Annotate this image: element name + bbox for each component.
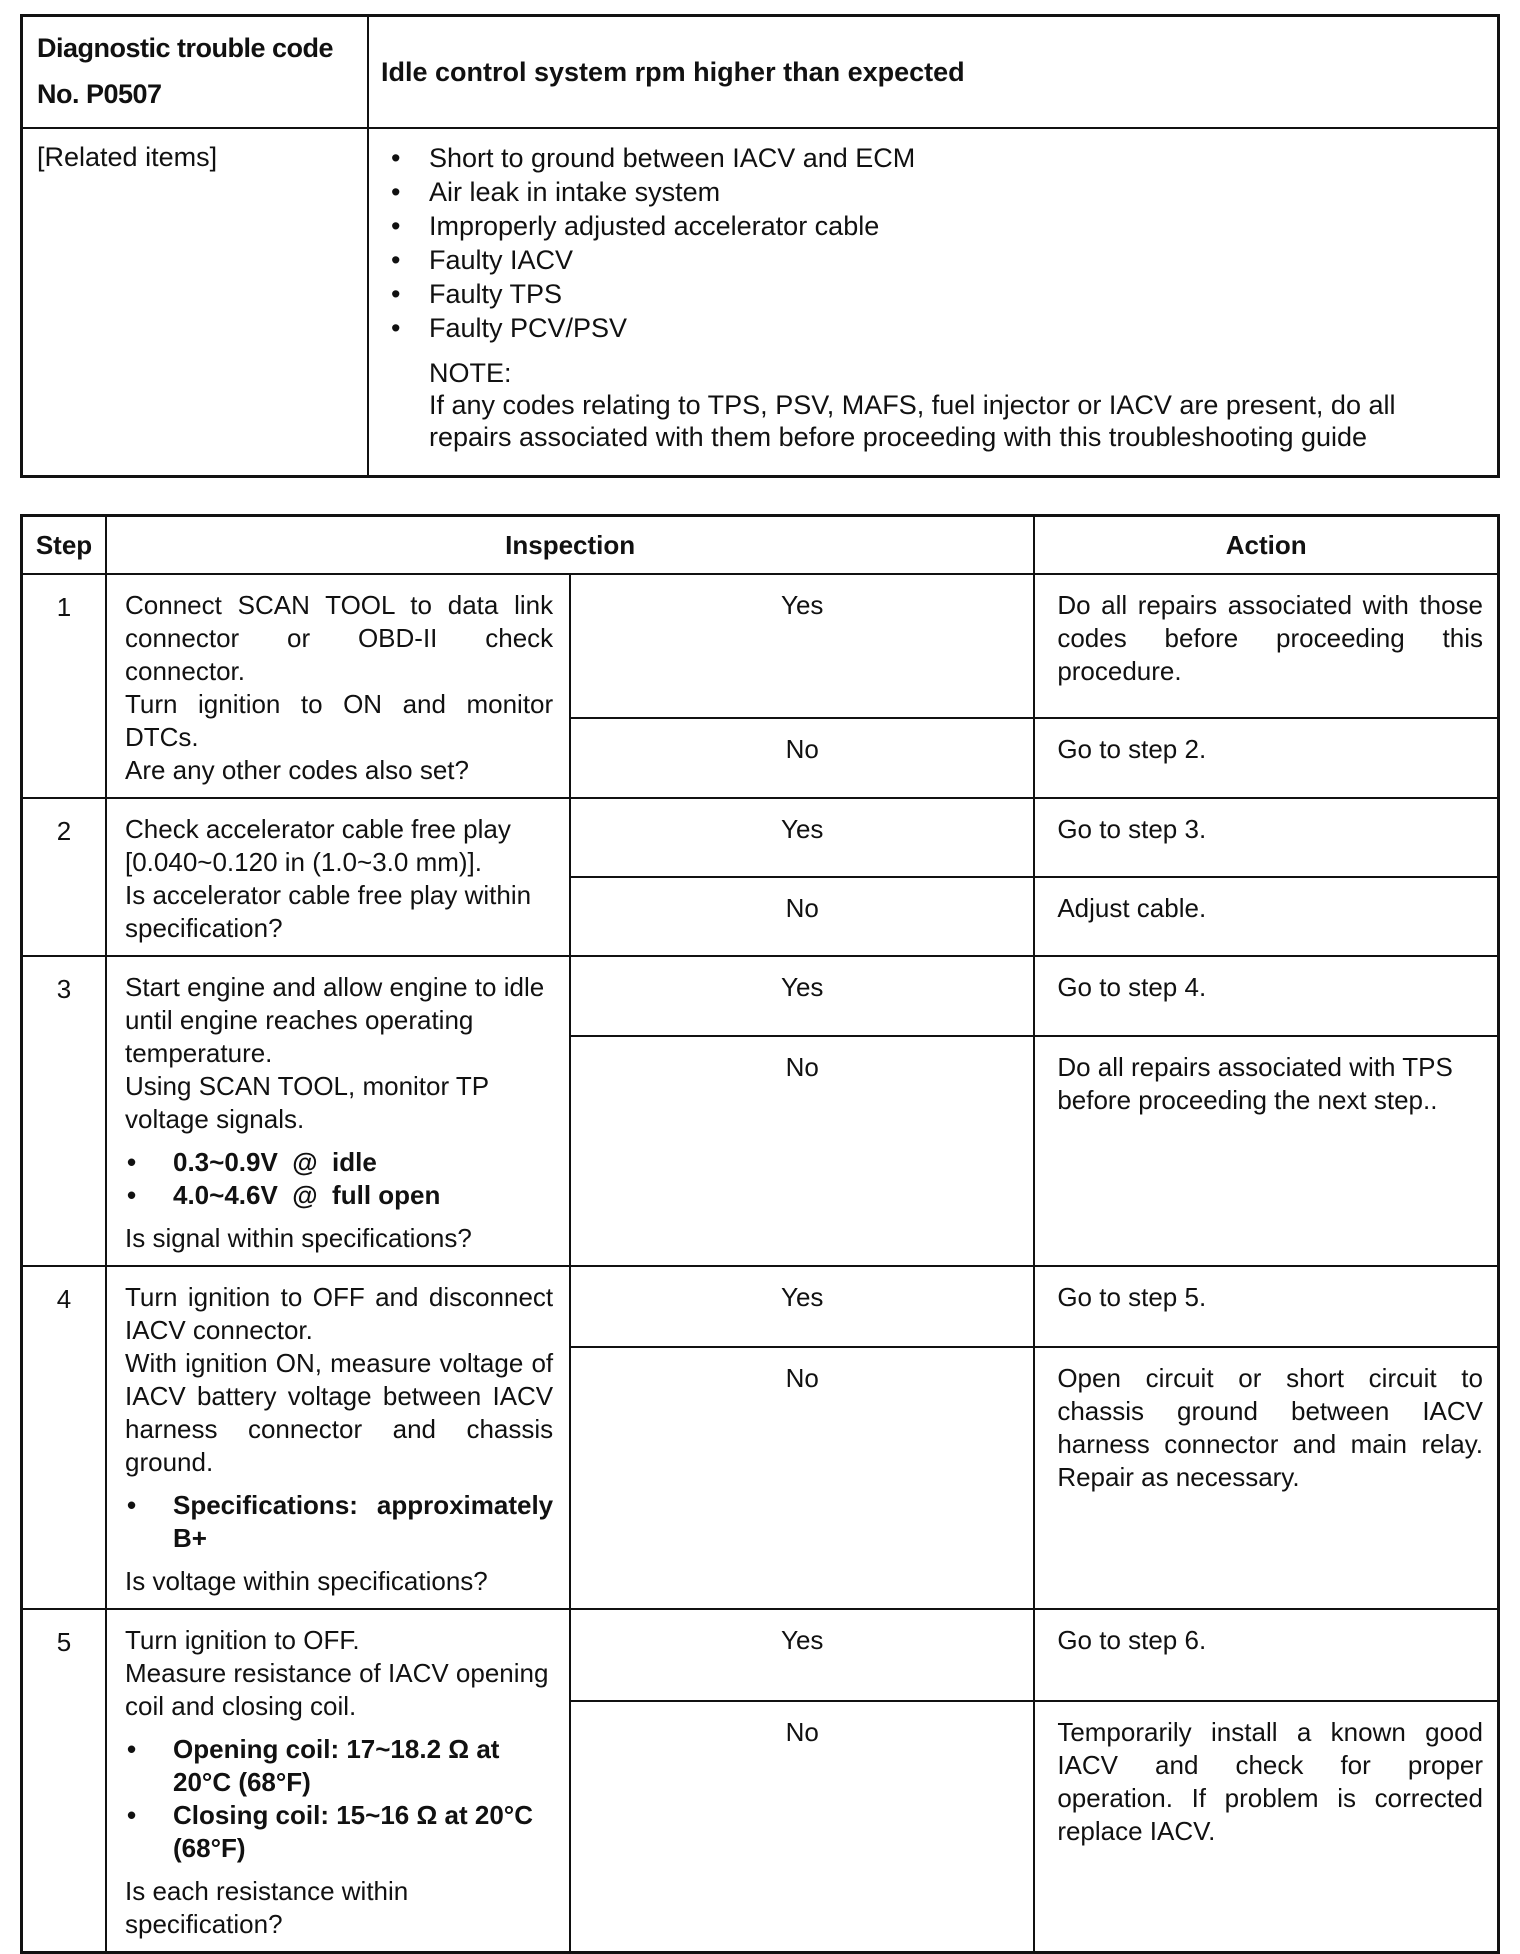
related-item-text: Faulty IACV — [429, 245, 574, 275]
spec-text: Closing coil: 15~16 Ω at 20°C (68°F) — [173, 1800, 533, 1863]
no-action: Adjust cable. — [1034, 877, 1498, 956]
no-label: No — [570, 1701, 1034, 1952]
step-inspection — [106, 1266, 570, 1609]
step-inspection — [106, 798, 570, 956]
table-header-row — [22, 516, 1499, 575]
no-label: No — [570, 1036, 1034, 1266]
yes-label: Yes — [570, 1609, 1034, 1701]
related-item — [379, 209, 1485, 243]
table-row — [22, 574, 1499, 718]
header-action: Action — [1034, 516, 1498, 575]
spec-item — [125, 1179, 553, 1212]
related-item — [379, 141, 1485, 175]
related-item-text: Faulty TPS — [429, 279, 563, 309]
step-number: 3 — [22, 956, 107, 1266]
no-action: Go to step 2. — [1034, 718, 1498, 798]
related-item — [379, 243, 1485, 277]
bullet-icon: • — [391, 245, 401, 275]
inspection-text: Turn ignition to OFF. — [125, 1625, 360, 1655]
spec-list — [125, 1146, 553, 1212]
related-item-text: Short to ground between IACV and ECM — [429, 143, 916, 173]
bullet-icon: • — [391, 313, 401, 343]
step-number: 5 — [22, 1609, 107, 1953]
no-action: Temporarily install a known good IACV and check for proper operation. If problem is corrected replace IACV. — [1034, 1701, 1498, 1952]
yes-label: Yes — [570, 1266, 1034, 1347]
spec-item — [125, 1799, 553, 1865]
bullet-icon: • — [127, 1147, 137, 1177]
dtc-code-label: Diagnostic trouble code — [37, 33, 334, 63]
yes-action: Do all repairs associated with those codes before proceeding this procedure. — [1034, 574, 1498, 718]
yes-action: Go to step 3. — [1034, 798, 1498, 877]
related-items-label: [Related items] — [22, 128, 369, 476]
bullet-icon: • — [391, 211, 401, 241]
related-item-text: Faulty PCV/PSV — [429, 313, 628, 343]
inspection-question: Are any other codes also set? — [125, 755, 469, 785]
spec-text: 0.3~0.9V @ idle — [173, 1147, 377, 1177]
inspection-text: Turn ignition to OFF and disconnect IACV connector. — [125, 1282, 554, 1345]
spec-item — [125, 1489, 553, 1555]
table-row — [22, 1609, 1499, 1701]
bullet-icon: • — [127, 1490, 137, 1520]
header-inspection: Inspection — [106, 516, 1034, 575]
bullet-icon: • — [127, 1180, 137, 1210]
header-step: Step — [22, 516, 107, 575]
no-label: No — [570, 1347, 1034, 1609]
step-inspection — [106, 1609, 570, 1953]
related-item — [379, 277, 1485, 311]
inspection-text: Measure resistance of IACV opening coil and closing coil. — [125, 1658, 549, 1721]
step-inspection — [106, 956, 570, 1266]
dtc-code-cell — [22, 16, 369, 129]
bullet-icon: • — [127, 1800, 137, 1830]
yes-label: Yes — [570, 798, 1034, 877]
spec-text: Opening coil: 17~18.2 Ω at 20°C (68°F) — [173, 1734, 500, 1797]
no-action: Do all repairs associated with TPS before proceeding the next step.. — [1034, 1036, 1498, 1266]
bullet-icon: • — [391, 177, 401, 207]
inspection-question: Is voltage within specifications? — [125, 1566, 488, 1596]
related-item — [379, 311, 1485, 345]
note-label: NOTE: — [429, 358, 512, 388]
inspection-text: Turn ignition to ON and monitor DTCs. — [125, 689, 554, 752]
related-item-text: Air leak in intake system — [429, 177, 721, 207]
spec-item — [125, 1733, 553, 1799]
inspection-text: Start engine and allow engine to idle until engine reaches operating temperature. — [125, 972, 545, 1068]
dtc-title: Idle control system rpm higher than expected — [368, 16, 1499, 129]
related-item-text: Improperly adjusted accelerator cable — [429, 211, 880, 241]
note-text: If any codes relating to TPS, PSV, MAFS, fuel injector or IACV are present, do all repairs associated with them before proceeding with this troubleshooting guide — [429, 390, 1396, 452]
inspection-text: Check accelerator cable free play [0.040~0.120 in (1.0~3.0 mm)]. — [125, 814, 511, 877]
spec-list — [125, 1489, 553, 1555]
spec-text: 4.0~4.6V @ full open — [173, 1180, 441, 1210]
dtc-header-table — [20, 14, 1500, 478]
table-row — [22, 798, 1499, 877]
yes-action: Go to step 6. — [1034, 1609, 1498, 1701]
yes-label: Yes — [570, 956, 1034, 1036]
bullet-icon: • — [391, 143, 401, 173]
inspection-text: Connect SCAN TOOL to data link connector or OBD-II check connector. — [125, 590, 554, 686]
yes-action: Go to step 4. — [1034, 956, 1498, 1036]
spec-text: Specifications: approximately B+ — [173, 1490, 554, 1553]
inspection-text: With ignition ON, measure voltage of IACV battery voltage between IACV harness connector and chassis ground. — [125, 1348, 554, 1477]
no-label: No — [570, 718, 1034, 798]
no-action: Open circuit or short circuit to chassis ground between IACV harness connector and main relay. Repair as necessary. — [1034, 1347, 1498, 1609]
spec-item — [125, 1146, 553, 1179]
spec-list — [125, 1733, 553, 1865]
troubleshooting-steps-table — [20, 514, 1500, 1954]
related-items-cell — [368, 128, 1499, 476]
no-label: No — [570, 877, 1034, 956]
related-item — [379, 175, 1485, 209]
table-row — [22, 956, 1499, 1036]
yes-label: Yes — [570, 574, 1034, 718]
step-inspection — [106, 574, 570, 798]
step-number: 4 — [22, 1266, 107, 1609]
bullet-icon: • — [127, 1734, 137, 1764]
inspection-question: Is each resistance within specification? — [125, 1876, 409, 1939]
bullet-icon: • — [391, 279, 401, 309]
step-number: 2 — [22, 798, 107, 956]
inspection-question: Is accelerator cable free play within specification? — [125, 880, 532, 943]
inspection-text: Using SCAN TOOL, monitor TP voltage signals. — [125, 1071, 489, 1134]
yes-action: Go to step 5. — [1034, 1266, 1498, 1347]
dtc-code-number: No. P0507 — [37, 79, 162, 109]
step-number: 1 — [22, 574, 107, 798]
table-row — [22, 1266, 1499, 1347]
inspection-question: Is signal within specifications? — [125, 1223, 472, 1253]
